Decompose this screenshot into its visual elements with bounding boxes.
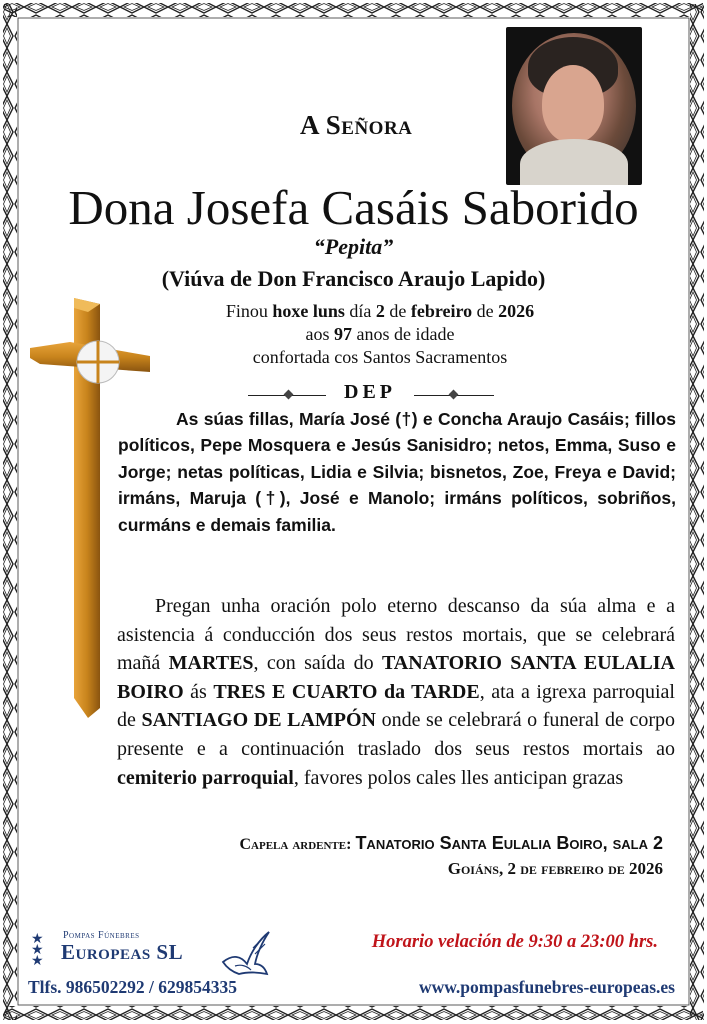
family-list: As súas fillas, María José (†) e Concha Araujo Casáis; fillos políticos, Pepe Mosquera e Jesús Sanisidro; netos, Emma, Suso e Jorge; netas políticas, Lidia e Silvia; bisnetos, Zoe, Freya e David; irmáns, Maruja (†), José e Manolo; irmáns políticos, sobriños, curmáns e demais familia. [118, 409, 676, 535]
capela-ardente [239, 833, 663, 854]
portrait-photo [506, 27, 642, 185]
funeral-home-logo [27, 928, 277, 980]
capela-value: Tanatorio Santa Eulalia Boiro, sala 2 [355, 833, 663, 853]
nickname: “Pepita” [313, 234, 394, 259]
viewing-hours: Horario velación de 9:30 a 23:00 hrs. [371, 932, 658, 952]
widow-of: (Viúva de Don Francisco Araujo Lapido) [161, 266, 546, 291]
portrait-face [542, 65, 604, 143]
logo-title: Europeas SL [61, 940, 184, 964]
deceased-name: Dona Josefa Casáis Saborido [68, 180, 639, 235]
website-link[interactable]: www.pompasfunebres-europeas.es [418, 977, 675, 997]
stars-icon: ★ ★ ★ [31, 932, 44, 969]
phone-numbers: Tlfs. 986502292 / 629854335 [28, 977, 238, 997]
cross-icon [30, 298, 150, 718]
death-line-3: confortada cos Santos Sacramentos [252, 347, 508, 367]
salutation: A Señora [300, 110, 413, 140]
prayer-paragraph: Pregan unha oración polo eterno descanso da súa alma e a asistencia á conducción dos seus restos mortais, que se celebrará mañá MARTES, con saída do TANATORIO SANTA EULALIA BOIRO ás TRES E CUARTO da TARDE, ata a igrexa parroquial de SANTIAGO DE LAMPÓN onde se celebrará o funeral de corpo presente e a continuación traslado dos seus restos mortais ao cemiterio parroquial, favores polos cales lles anticipan grazas [117, 595, 676, 789]
place-date: Goiáns, 2 de febreiro de 2026 [447, 859, 663, 878]
death-notice [150, 300, 610, 369]
capela-label: Capela ardente: [239, 836, 356, 853]
death-line-2: aos 97 anos de idade [305, 324, 455, 344]
death-line-1: Finou hoxe luns día 2 de febreiro de 2026 [225, 301, 535, 321]
dep-label: DEP [344, 381, 396, 403]
logo-subtitle: Pompas Fúnebres [63, 930, 140, 941]
dove-icon [217, 928, 271, 978]
